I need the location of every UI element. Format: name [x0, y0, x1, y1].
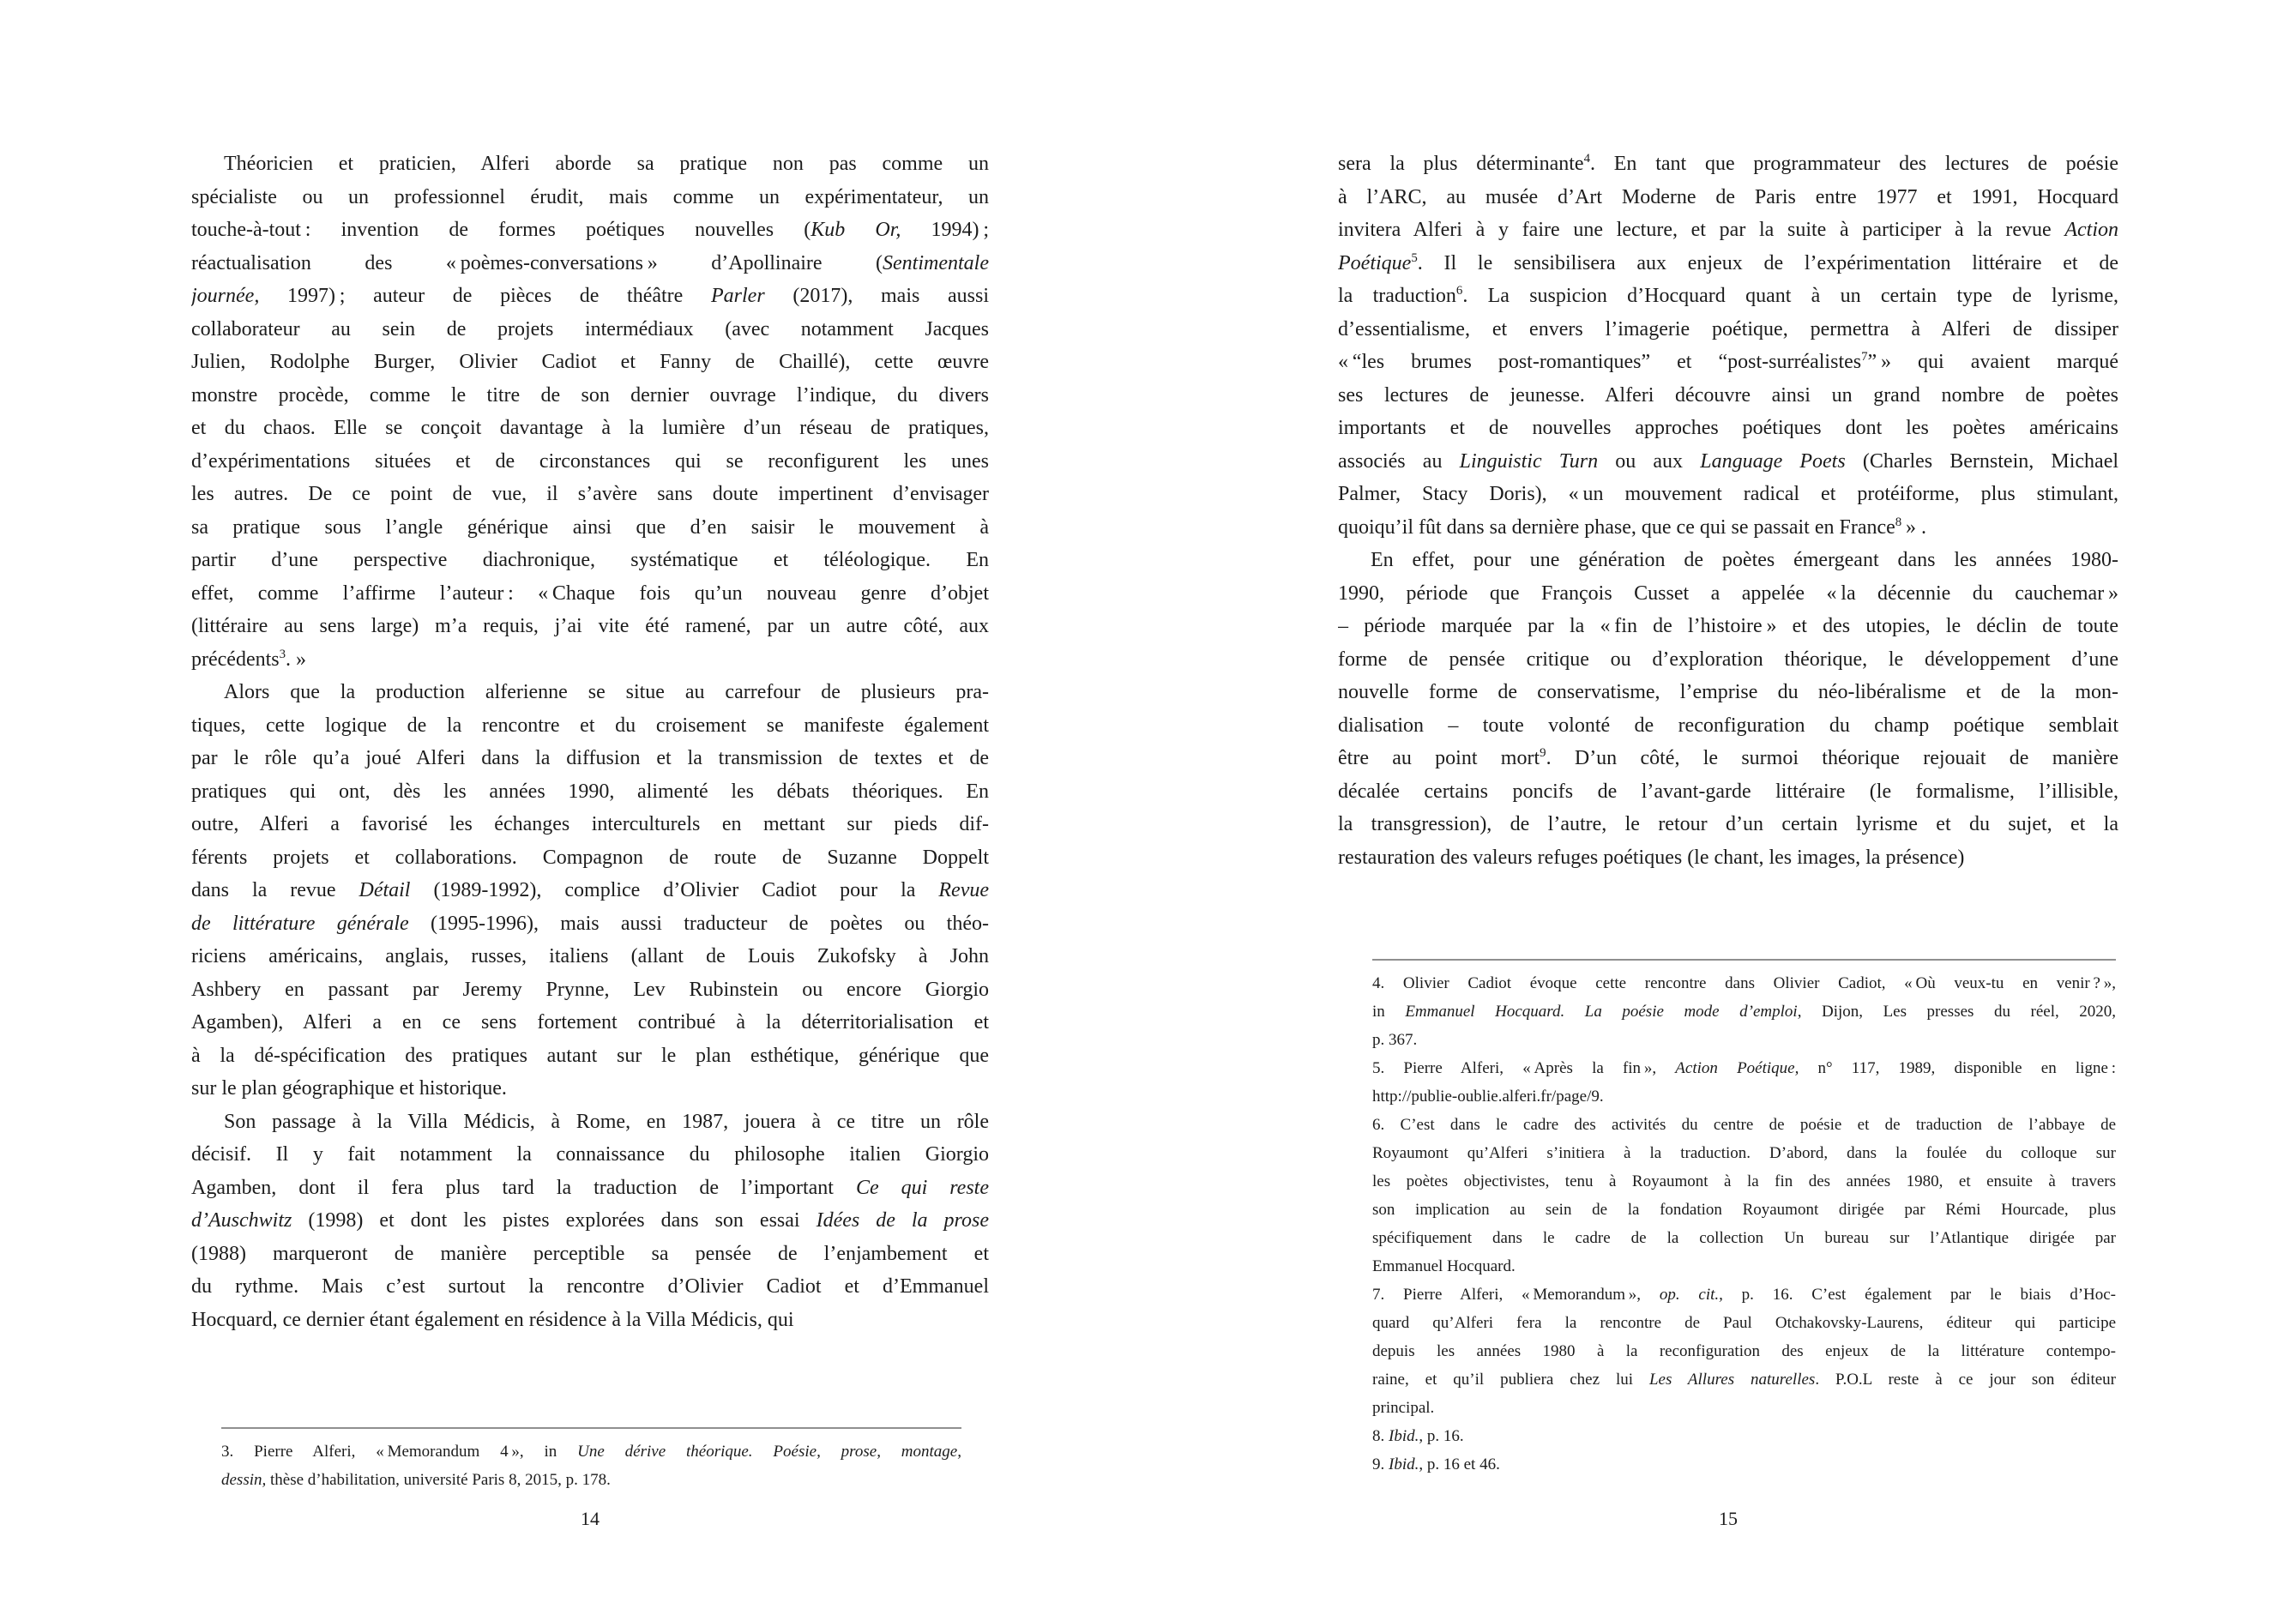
text-line: quoiqu’il fût dans sa dernière phase, que ce qui se passait en France$^8$ » . — [1338, 515, 1927, 539]
text-line: restauration des valeurs refuges poétiques (le chant, les images, la présence) — [1338, 846, 1965, 869]
text-line: par le rôle qu’a joué Alferi dans la diffusion et la transmission de textes et de — [191, 747, 989, 769]
text-line: la traduction$^6$. La suspicion d’Hocquard quant à un certain type de lyrisme, — [1338, 284, 2118, 307]
text-line: partir d’une perspective diachronique, systématique et téléologique. En — [191, 549, 989, 571]
text-line: importants et de nouvelles approches poétiques dont les poètes américains — [1338, 417, 2118, 439]
text-line: spécifiquement dans le cadre de la collection Un bureau sur l’Atlantique dirigée par — [1372, 1229, 2116, 1247]
text-line: 8. Ibid., p. 16. — [1372, 1427, 1464, 1445]
text-line: 4. Olivier Cadiot évoque cette rencontre dans Olivier Cadiot, « Où veux-tu en venir ? », — [1372, 974, 2116, 992]
text-line: Agamben), Alferi a en ce sens fortement contribué à la déterritorialisation et — [191, 1011, 989, 1033]
text-line: spécialiste ou un professionnel érudit, mais comme un expérimentateur, un — [191, 185, 989, 208]
text-line: Agamben, dont il fera plus tard la traduction de l’important Ce qui reste — [191, 1176, 989, 1199]
footnotes — [221, 1437, 961, 1494]
text-line: du rythme. Mais c’est surtout la rencontre d’Olivier Cadiot et d’Emmanuel — [191, 1275, 989, 1298]
text-line: in Emmanuel Hocquard. La poésie mode d’emploi, Dijon, Les presses du réel, 2020, — [1372, 1003, 2116, 1021]
text-line: sera la plus déterminante$^4$. En tant que programmateur des lectures de poésie — [1338, 152, 2118, 175]
text-line: Ashbery en passant par Jeremy Prynne, Lev Rubinstein ou encore Giorgio — [191, 978, 989, 1001]
text-line: dialisation – toute volonté de reconfiguration du champ poétique semblait — [1338, 714, 2118, 737]
text-line: férents projets et collaborations. Compagnon de route de Suzanne Doppelt — [191, 846, 989, 869]
text-line: Palmer, Stacy Doris), « un mouvement radical et protéiforme, plus stimulant, — [1338, 483, 2118, 505]
text-line: associés au Linguistic Turn ou aux Language Poets (Charles Bernstein, Michael — [1338, 449, 2118, 473]
footnote-rule — [221, 1427, 961, 1429]
footnotes — [1372, 969, 2116, 1479]
body-text — [1338, 148, 2118, 874]
text-line: 1990, période que François Cusset a appelée « la décennie du cauchemar » — [1338, 582, 2118, 605]
text-line: réactualisation des « poèmes-conversations » d’Apollinaire (Sentimentale — [191, 251, 989, 274]
text-line: Son passage à la Villa Médicis, à Rome, en 1987, jouera à ce titre un rôle — [224, 1110, 989, 1133]
text-line: Hocquard, ce dernier étant également en résidence à la Villa Médicis, qui — [191, 1308, 794, 1331]
text-line: et du chaos. Elle se conçoit davantage à la lumière d’un réseau de pratiques, — [191, 417, 989, 439]
text-line: Théoricien et praticien, Alferi aborde sa pratique non pas comme un — [224, 153, 989, 175]
text-line: monstre procède, comme le titre de son dernier ouvrage l’indique, du divers — [191, 383, 989, 407]
page-number: 14 — [581, 1508, 600, 1529]
text-line: décalée certains poncifs de l’avant-garde littéraire (le formalisme, l’illisible, — [1338, 780, 2118, 803]
text-line: son implication au sein de la fondation Royaumont dirigée par Rémi Hourcade, plus — [1372, 1201, 2116, 1219]
text-line: 3. Pierre Alferi, « Memorandum 4 », in Une dérive théorique. Poésie, prose, montage, — [221, 1443, 961, 1461]
body-text — [191, 148, 989, 1336]
text-line: dessin, thèse d’habilitation, université Paris 8, 2015, p. 178. — [221, 1471, 611, 1489]
text-line: 5. Pierre Alferi, « Après la fin », Action Poétique, n° 117, 1989, disponible en ligne : — [1372, 1059, 2116, 1077]
text-line: pratiques qui ont, dès les années 1990, alimenté les débats théoriques. En — [191, 780, 989, 803]
text-line: sa pratique sous l’angle générique ainsi que d’en saisir le mouvement à — [191, 515, 989, 539]
text-line: ses lectures de jeunesse. Alferi découvre ainsi un grand nombre de poètes — [1338, 383, 2118, 407]
footnote-rule — [1372, 959, 2116, 961]
text-line: 6. C’est dans le cadre des activités du centre de poésie et de traduction de l’abbaye de — [1372, 1116, 2116, 1134]
page-number: 15 — [1719, 1508, 1738, 1529]
text-line: collaborateur au sein de projets intermédiaux (avec notamment Jacques — [191, 317, 989, 340]
text-line: Royaumont qu’Alferi s’initiera à la traduction. D’abord, dans la foulée du colloque sur — [1372, 1144, 2116, 1162]
text-line: à l’ARC, au musée d’Art Moderne de Paris entre 1977 et 1991, Hocquard — [1338, 185, 2118, 208]
text-line: d’expérimentations situées et de circonstances qui se reconfigurent les unes — [191, 449, 989, 473]
text-line: précédents$^3$. » — [191, 647, 307, 671]
text-line: 7. Pierre Alferi, « Memorandum », op. cit., p. 16. C’est également par le biais d’Hoc- — [1372, 1286, 2116, 1304]
text-line: la transgression), de l’autre, le retour d’un certain lyrisme et du sujet, et la — [1338, 813, 2118, 835]
text-line: invitera Alferi à y faire une lecture, et par la suite à participer à la revue Action — [1338, 219, 2118, 241]
text-line: les autres. De ce point de vue, il s’avère sans doute impertinent d’envisager — [191, 483, 989, 505]
text-line: riciens américains, anglais, russes, italiens (allant de Louis Zukofsky à John — [191, 945, 989, 967]
text-line: http://publie-oublie.alferi.fr/page/9. — [1372, 1088, 1604, 1106]
text-line: touche-à-tout : invention de formes poétiques nouvelles (Kub Or, 1994) ; — [191, 219, 989, 241]
text-line: de littérature générale (1995-1996), mais aussi traducteur de poètes ou théo- — [191, 912, 989, 935]
text-line: sur le plan géographique et historique. — [191, 1077, 507, 1100]
text-line: d’Auschwitz (1998) et dont les pistes explorées dans son essai Idées de la prose — [191, 1209, 989, 1232]
text-line: à la dé-spécification des pratiques autant sur le plan esthétique, générique que — [191, 1044, 989, 1067]
text-line: p. 367. — [1372, 1031, 1418, 1049]
text-line: être au point mort$^9$. D’un côté, le surmoi théorique rejouait de manière — [1338, 746, 2118, 769]
text-line: d’essentialisme, et envers l’imagerie poétique, permettra à Alferi de dissiper — [1338, 317, 2118, 340]
text-line: principal. — [1372, 1399, 1435, 1417]
text-line: Poétique$^5$. Il le sensibilisera aux enjeux de l’expérimentation littéraire et de — [1338, 250, 2118, 274]
text-line: 9. Ibid., p. 16 et 46. — [1372, 1455, 1500, 1473]
text-line: forme de pensée critique ou d’exploration théorique, le développement d’une — [1338, 648, 2118, 671]
text-line: les poètes objectivistes, tenu à Royaumont à la fin des années 1980, et ensuite à travers — [1372, 1172, 2116, 1190]
text-line: tiques, cette logique de la rencontre et du croisement se manifeste également — [191, 714, 989, 737]
text-line: Alors que la production alferienne se situe au carrefour de plusieurs pra- — [224, 681, 989, 703]
text-line: nouvelle forme de conservatisme, l’emprise du néo-libéralisme et de la mon- — [1338, 681, 2118, 703]
text-line: Emmanuel Hocquard. — [1372, 1257, 1516, 1275]
text-line: depuis les années 1980 à la reconfiguration des enjeux de la littérature contempo- — [1372, 1342, 2116, 1360]
text-line: dans la revue Détail (1989-1992), complice d’Olivier Cadiot pour la Revue — [191, 879, 989, 901]
text-line: quard qu’Alferi fera la rencontre de Paul Otchakovsky-Laurens, éditeur qui participe — [1372, 1314, 2116, 1332]
text-line: journée, 1997) ; auteur de pièces de théâtre Parler (2017), mais aussi — [191, 285, 989, 307]
text-line: « “les brumes post-romantiques” et “post-surréalistes$^7$” » qui avaient marqué — [1338, 350, 2118, 373]
text-line: décisif. Il y fait notamment la connaissance du philosophe italien Giorgio — [191, 1143, 989, 1166]
text-line: En effet, pour une génération de poètes émergeant dans les années 1980- — [1371, 549, 2118, 571]
text-line: (1988) marqueront de manière perceptible sa pensée de l’enjambement et — [191, 1242, 989, 1265]
text-line: effet, comme l’affirme l’auteur : « Chaque fois qu’un nouveau genre d’objet — [191, 582, 989, 605]
text-line: Julien, Rodolphe Burger, Olivier Cadiot et Fanny de Chaillé), cette œuvre — [191, 351, 989, 373]
text-line: outre, Alferi a favorisé les échanges interculturels en mettant sur pieds dif- — [191, 813, 989, 835]
text-line: – période marquée par la « fin de l’histoire » et des utopies, le déclin de toute — [1338, 615, 2118, 637]
text-line: raine, et qu’il publiera chez lui Les Allures naturelles. P.O.L reste à ce jour son éditeur — [1372, 1371, 2116, 1389]
text-line: (littéraire au sens large) m’a requis, j’ai vite été ramené, par un autre côté, aux — [191, 615, 989, 637]
